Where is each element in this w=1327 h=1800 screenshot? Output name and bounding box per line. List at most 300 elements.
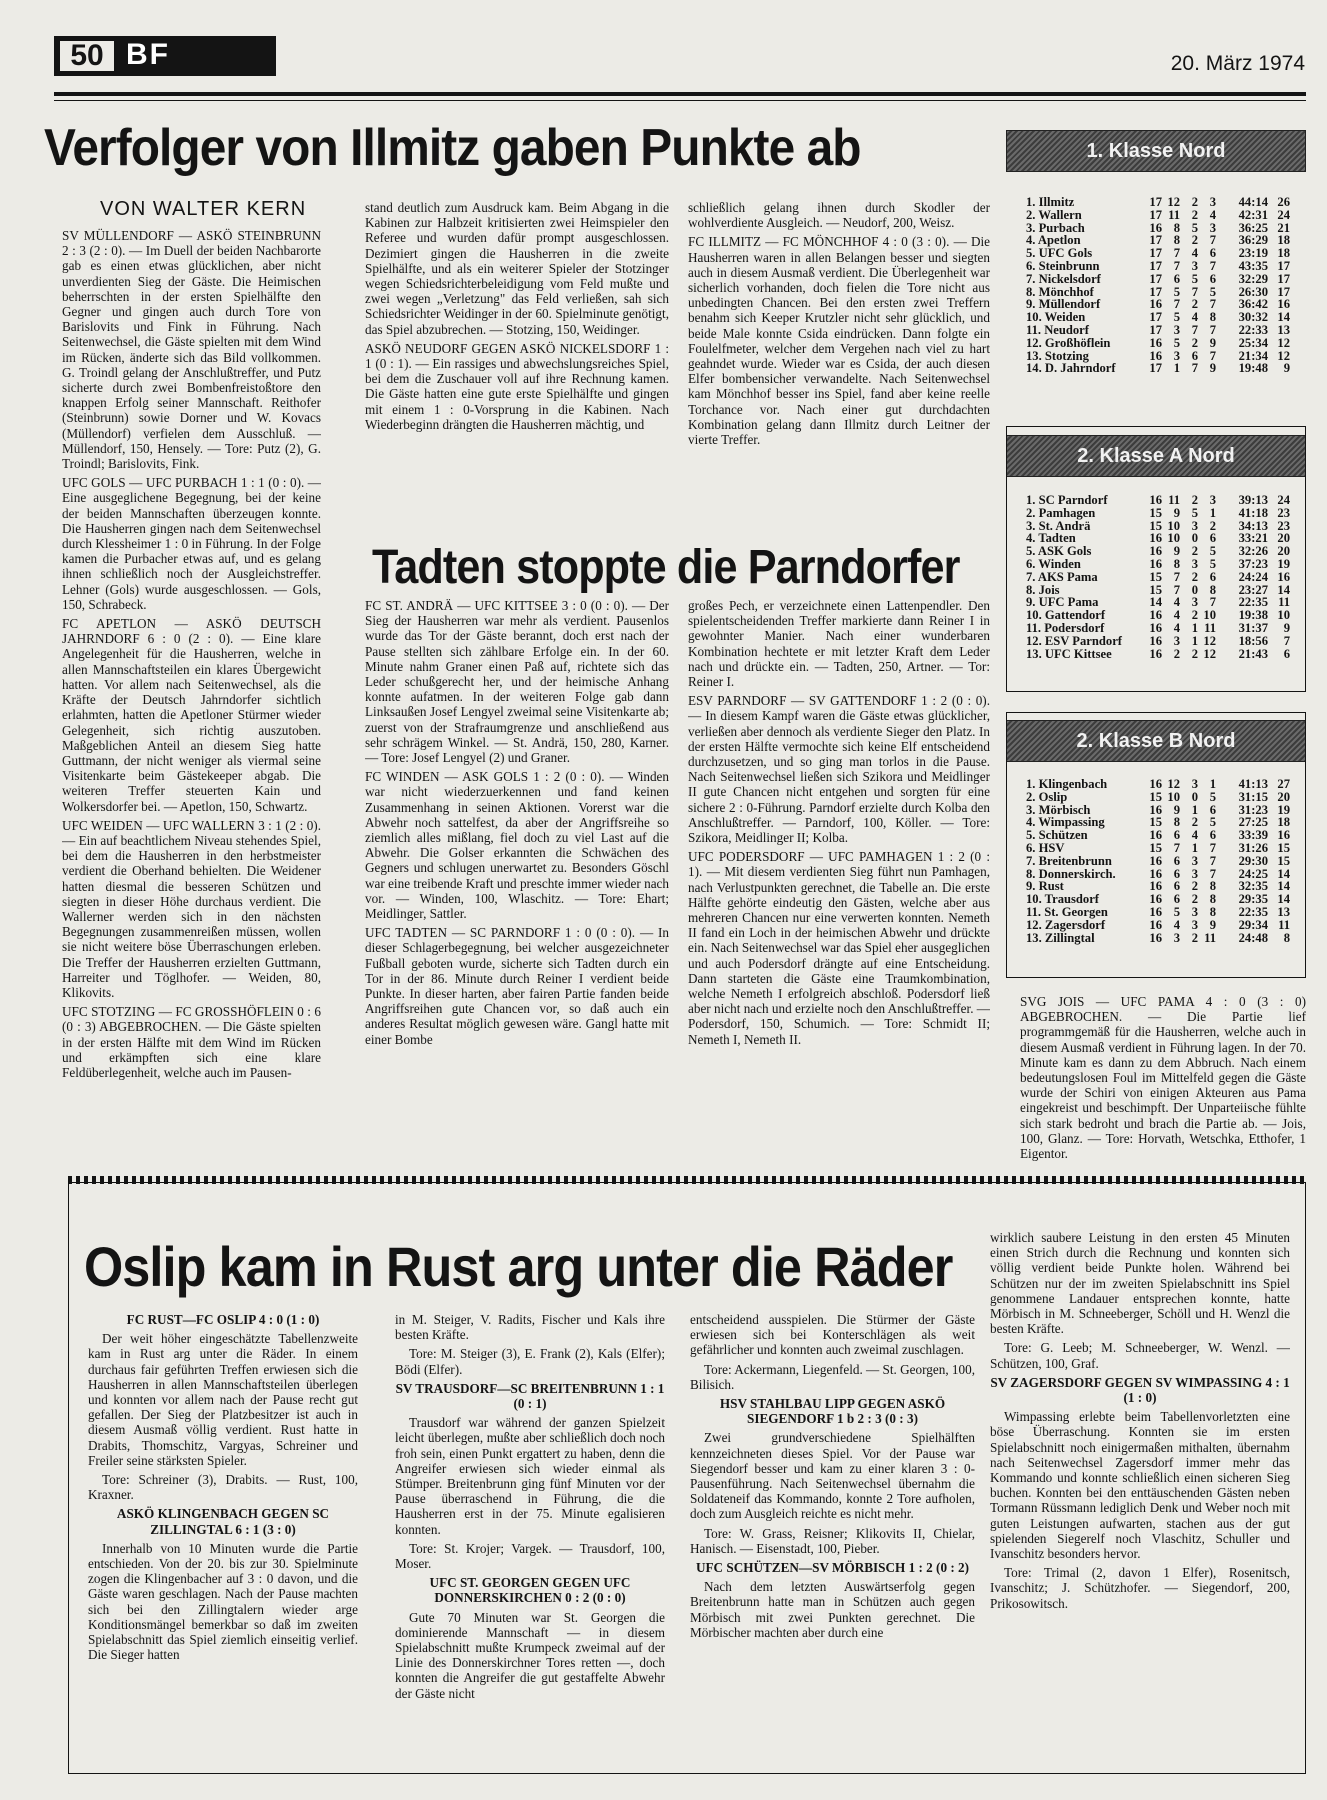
match-zagersdorf-title: SV ZAGERSDORF GEGEN SV WIMPASSING 4 : 1 (1 : 0) [990, 1374, 1290, 1406]
table2-header: 2. Klasse A Nord [1006, 435, 1306, 477]
losses: 5 [1209, 789, 1216, 804]
losses: 1 [1209, 505, 1216, 520]
points: 16 [1277, 828, 1290, 843]
games: 16 [1149, 556, 1162, 571]
draws: 0 [1191, 531, 1198, 546]
points: 12 [1277, 335, 1290, 350]
games: 14 [1149, 595, 1162, 610]
games: 15 [1149, 789, 1162, 804]
table-row [1026, 260, 1290, 273]
goals: 24:25 [1238, 866, 1268, 881]
team-name: 3. Mörbisch [1026, 802, 1091, 817]
team-name: 10. Weiden [1026, 310, 1086, 325]
table-1-klasse-nord [1026, 196, 1290, 375]
goals: 19:38 [1238, 608, 1268, 623]
points: 17 [1277, 284, 1290, 299]
wins: 4 [1173, 917, 1180, 932]
team-name: 5. ASK Gols [1026, 544, 1092, 559]
games: 16 [1149, 828, 1162, 843]
points: 19 [1277, 802, 1290, 817]
goals: 23:19 [1238, 246, 1268, 261]
table3-frame [1006, 712, 1306, 978]
team-name: 5. Schützen [1026, 828, 1088, 843]
games: 17 [1149, 207, 1162, 222]
goals: 21:34 [1238, 348, 1268, 363]
report-klingenbach-cont: in M. Steiger, V. Radits, Fischer und Kals ihre besten Kräfte. [395, 1312, 665, 1343]
article1-headline: Verfolger von Illmitz gaben Punkte ab [44, 119, 861, 177]
report-gols-purbach: UFC GOLS — UFC PURBACH 1 : 1 (0 : 0). — Eine ausgeglichene Begegnung, bei der keine der beiden Mannschaften überzeugen konnte. Die Hausherren gingen nach dem Seitenwechsel durch Klessheimer 1 : 0 in Führung. In der Folge kamen die Purbacher etwas auf, und es gelang ihnen schließlich noch der Ausgleichstreffer. Lehner (Gols) wurde ausgeschlossen. — Gols, 150, Schrabeck. [62, 475, 321, 612]
draws: 3 [1191, 595, 1198, 610]
points: 18 [1277, 815, 1290, 830]
report-tadten: UFC TADTEN — SC PARNDORF 1 : 0 (0 : 0). — In dieser Schlagerbegegnung, bei welcher ausgezeichneter Fußball geboten wurde, sicherte sich Tadten durch ein Tor in der 86. Minute durch Reiner I verdient beide Punkte. In dieser harten, aber fairen Partie fanden beide Angriffsreihen gute Chancen vor, so daß auch ein anderes Resultat möglich gewesen wäre. Gangl hatte mit einer Bombe [365, 925, 669, 1047]
losses: 7 [1209, 348, 1216, 363]
goals: 25:34 [1238, 335, 1268, 350]
points: 20 [1277, 531, 1290, 546]
losses: 12 [1203, 633, 1216, 648]
wins: 12 [1167, 777, 1180, 791]
losses: 3 [1209, 220, 1216, 235]
team-name: 7. Nickelsdorf [1026, 271, 1101, 286]
points: 15 [1277, 853, 1290, 868]
wins: 9 [1173, 544, 1180, 559]
header-rule [54, 92, 1306, 96]
goals: 44:14 [1238, 195, 1268, 209]
wins: 6 [1173, 853, 1180, 868]
goals: 19:48 [1238, 361, 1268, 376]
goals: 41:13 [1238, 777, 1268, 791]
losses: 3 [1209, 195, 1216, 209]
wins: 6 [1173, 866, 1180, 881]
goals: 34:13 [1238, 518, 1268, 533]
draws: 2 [1191, 207, 1198, 222]
goals: 21:43 [1238, 646, 1268, 661]
games: 15 [1149, 518, 1162, 533]
games: 15 [1149, 505, 1162, 520]
team-name: 8. Mönchhof [1026, 284, 1094, 299]
games: 16 [1149, 646, 1162, 661]
points: 24 [1277, 493, 1290, 507]
games: 17 [1149, 258, 1162, 273]
draws: 1 [1191, 620, 1198, 635]
report-jois: SVG JOIS — UFC PAMA 4 : 0 (3 : 0) ABGEBROCHEN. — Die Partie lief programmgemäß für die Hausherren, welche auch in diesem Ausmaß verdient in Führung lagen. In der 70. Minute kam es dann zu dem Abbruch. Nach einem bedeutungslosen Foul im Mittelfeld gegen die Gäste wurde der Schiri von einigen Akteuren aus Pama eingekreist und beschimpft. Der Unparteiische fühlte sich stark bedroht und brach die Partie ab. — Jois, 100, Glanz. — Tore: Horvath, Wetschka, Etthofer, 1 Eigentor. [1020, 994, 1306, 1162]
goals: 32:35 [1238, 879, 1268, 894]
points: 19 [1277, 556, 1290, 571]
losses: 7 [1209, 258, 1216, 273]
goals: 42:31 [1238, 207, 1268, 222]
points: 6 [1283, 646, 1290, 661]
goals: 23:27 [1238, 582, 1268, 597]
points: 15 [1277, 840, 1290, 855]
games: 15 [1149, 840, 1162, 855]
page-number: 50 [58, 39, 116, 73]
draws: 2 [1191, 335, 1198, 350]
header-rule-thin [54, 100, 1306, 101]
wins: 7 [1173, 258, 1180, 273]
points: 12 [1277, 348, 1290, 363]
draws: 2 [1191, 493, 1198, 507]
points: 17 [1277, 271, 1290, 286]
draws: 3 [1191, 518, 1198, 533]
team-name: 2. Wallern [1026, 207, 1082, 222]
goals: 33:39 [1238, 828, 1268, 843]
losses: 11 [1204, 930, 1216, 945]
team-name: 6. Winden [1026, 556, 1081, 571]
wins: 5 [1173, 335, 1180, 350]
games: 15 [1149, 569, 1162, 584]
report-schutzen: Nach dem letzten Auswärtserfolg gegen Breitenbrunn hatte man in Schützen auch gegen Mörbisch mit zwei Punkten gerechnet. Die Mörbischer machten aber durch eine [690, 1579, 975, 1640]
wins: 8 [1173, 233, 1180, 248]
team-name: 14. D. Jahrndorf [1026, 361, 1116, 376]
team-name: 4. Tadten [1026, 531, 1076, 546]
points: 14 [1277, 582, 1290, 597]
draws: 4 [1191, 310, 1198, 325]
losses: 11 [1204, 620, 1216, 635]
article2-headline: Tadten stoppte die Parndorfer [372, 541, 960, 594]
match-hsv-title: HSV STAHLBAU LIPP GEGEN ASKÖ SIEGENDORF 1 b 2 : 3 (0 : 3) [719, 1396, 946, 1427]
games: 16 [1149, 866, 1162, 881]
report-hsv-goals: Tore: W. Grass, Reisner; Klikovits II, Chielar, Hanisch. — Eisenstadt, 100, Pieber. [690, 1525, 975, 1556]
wins: 7 [1173, 582, 1180, 597]
losses: 3 [1209, 493, 1216, 507]
goals: 18:56 [1238, 633, 1268, 648]
match-st-georgen-title: UFC ST. GEORGEN GEGEN UFC DONNERSKIRCHEN 0 : 2 (0 : 0) [429, 1575, 631, 1606]
points: 13 [1277, 904, 1290, 919]
goals: 22:33 [1238, 322, 1268, 337]
goals: 29:34 [1238, 917, 1268, 932]
losses: 12 [1203, 646, 1216, 661]
report-weiden: UFC WEIDEN — UFC WALLERN 3 : 1 (2 : 0). — Ein auf beachtlichem Niveau stehendes Spiel, bei dem die Hausherren in den herbstmeister verdient die Oberhand behielten. Die Weidener hatten diesmal die besseren Schützen und siegten in dieser Höhe durchaus verdient. Die Wallerner werden sich in den nächsten Begegnungen zusammenreißen müssen, wollen sie nicht weitere böse Überraschungen erleben. Die Treffer der Hausherren erzielten Guttmann, Harreiter und Töglhofer. — Weiden, 80, Klikovits. [62, 817, 321, 1000]
report-trausdorf: Trausdorf war während der ganzen Spielzeit leicht überlegen, mußte aber schließlich doch noch froh sein, einen Punkt ergattert zu haben, denn die Angreifer erwiesen sich wieder einmal als Stümper. Breitenbrunn ging fünf Minuten vor der Pause überraschend in Führung, die die Hausherren erst in der 75. Minute egalisieren konnten. [395, 1415, 665, 1537]
draws: 3 [1191, 556, 1198, 571]
article3-column-3 [690, 1312, 975, 1764]
report-st-georgen-goals: Tore: Ackermann, Liegenfeld. — St. Georgen, 100, Bilisich. [690, 1361, 975, 1392]
report-hsv: Zwei grundverschiedene Spielhälften kennzeichneten dieses Spiel. Vor der Pause war Siegendorf besser und kam zu einer klaren 3 : 0-Pausenführung. Nach Seitenwechsel übernahm die Soldateneif das Kommando, konnte 2 Tore aufholen, doch zum Ausgleich reichte es nicht mehr. [690, 1430, 975, 1522]
wins: 6 [1173, 828, 1180, 843]
table-row [1026, 209, 1290, 222]
losses: 2 [1209, 518, 1216, 533]
team-name: 11. Neudorf [1026, 322, 1089, 337]
games: 16 [1149, 904, 1162, 919]
goals: 27:25 [1238, 815, 1268, 830]
games: 15 [1149, 582, 1162, 597]
goals: 24:24 [1238, 569, 1268, 584]
article3-headline: Oslip kam in Rust arg unter die Räder [84, 1235, 953, 1298]
report-st-andra: FC ST. ANDRÄ — UFC KITTSEE 3 : 0 (0 : 0). — Der Sieg der Hausherren war mehr als verdient. Pausenlos wurde das Tor der Gäste berannt, doch erst nach der Pause stellten sich zählbare Erfolge ein. In der 60. Minute nahm Graner einen Paß auf, richtete sich das Leder schußgerecht her, und der heimische Anhang konnte aufatmen. In der weiteren Folge gab dann Linksaußen Josef Lengyel zweimal seine Visitenkarte ab; zuerst von der Strafraumgrenze und anschließend aus sehr schrägem Winkel. — St. Andrä, 150, 280, Karner. — Tore: Josef Lengyel (2) und Graner. [365, 598, 669, 766]
draws: 3 [1191, 777, 1198, 791]
draws: 5 [1191, 220, 1198, 235]
wins: 10 [1167, 531, 1180, 546]
losses: 9 [1209, 917, 1216, 932]
losses: 6 [1209, 271, 1216, 286]
wins: 2 [1173, 646, 1180, 661]
issue-date: 20. März 1974 [1170, 52, 1305, 75]
goals: 33:21 [1238, 531, 1268, 546]
report-esv-parndorf: ESV PARNDORF — SV GATTENDORF 1 : 2 (0 : 0). — In diesem Kampf waren die Gäste etwas glücklicher, verließen aber dennoch als verdiente Sieger den Platz. In der ersten Hälfte vermochte sich keine Elf entscheidend durchzusetzen, und so ging man torlos in die Pause. Nach Seitenwechsel ließen sich Szikora und Meidlinger II gute Chancen nicht entgehen und sorgten für eine sichere 2 : 0-Führung. Parndorf erzielte durch Kolba den Anschlußtreffer. — Parndorf, 100, Köller. — Tore: Szikora, Meidlinger II; Kolba. [688, 693, 990, 846]
wins: 1 [1173, 361, 1180, 376]
article1-column-3 [688, 200, 990, 532]
team-name: 1. SC Parndorf [1026, 493, 1108, 507]
losses: 4 [1209, 207, 1216, 222]
points: 14 [1277, 892, 1290, 907]
goals: 22:35 [1238, 904, 1268, 919]
games: 16 [1149, 892, 1162, 907]
goals: 22:35 [1238, 595, 1268, 610]
losses: 6 [1209, 246, 1216, 261]
games: 17 [1149, 233, 1162, 248]
losses: 8 [1209, 879, 1216, 894]
team-name: 7. AKS Pama [1026, 569, 1098, 584]
games: 16 [1149, 348, 1162, 363]
goals: 43:35 [1238, 258, 1268, 273]
losses: 1 [1209, 777, 1216, 791]
games: 16 [1149, 544, 1162, 559]
goals: 32:29 [1238, 271, 1268, 286]
points: 23 [1277, 505, 1290, 520]
losses: 10 [1203, 608, 1216, 623]
draws: 0 [1191, 789, 1198, 804]
games: 16 [1149, 531, 1162, 546]
team-name: 13. Stotzing [1026, 348, 1089, 363]
points: 16 [1277, 569, 1290, 584]
team-name: 9. Rust [1026, 879, 1064, 894]
article3-column-1 [88, 1312, 358, 1764]
report-mullendorf: SV MÜLLENDORF — ASKÖ STEINBRUNN 2 : 3 (2 : 0). — Im Duell der beiden Nachbarorte gab es einen etwas glücklichen, aber nicht unverdienten Sieg der Gäste. Die Heimischen beherrschten in der ersten Spielhälfte den Gegner und gingen auch durch Tore von Barislovits und Fink in Führung. Nach Seitenwechsel, die Gäste spielten mit dem Wind im Rücken, änderte sich das Bild vollkommen. G. Troindl gelang der Anschlußtreffer, und Putz sicherte durch zwei Bombenfreistoßtore den knappen Erfolg seiner Mannschaft. Reithofer (Steinbrunn) sowie Dorner und W. Kovacs (Müllendorf) verfielen dem Ausschluß. — Müllendorf, 150, Hensely. — Tore: Putz (2), G. Troindl; Barislovits, Fink. [62, 228, 321, 472]
losses: 5 [1209, 544, 1216, 559]
article2-column-3 [1020, 994, 1306, 1166]
match-rust-oslip-title: FC RUST—FC OSLIP 4 : 0 (1 : 0) [126, 1312, 320, 1327]
points: 14 [1277, 310, 1290, 325]
points: 9 [1283, 620, 1290, 635]
wins: 8 [1173, 220, 1180, 235]
team-name: 3. Purbach [1026, 220, 1085, 235]
losses: 7 [1209, 322, 1216, 337]
games: 16 [1149, 802, 1162, 817]
table-row [1026, 196, 1290, 209]
draws: 5 [1191, 271, 1198, 286]
wins: 7 [1173, 246, 1180, 261]
games: 16 [1149, 297, 1162, 312]
draws: 3 [1191, 904, 1198, 919]
report-schutzen-goals: Tore: G. Leeb; M. Schneeberger, W. Wenzl. — Schützen, 100, Graf. [990, 1340, 1290, 1371]
table-row [1026, 324, 1290, 337]
report-neudorf-cont: schließlich gelang ihnen durch Skodler der wohlverdiente Ausgleich. — Neudorf, 200, Weisz. [688, 200, 990, 231]
games: 17 [1149, 310, 1162, 325]
draws: 7 [1191, 361, 1198, 376]
losses: 7 [1209, 866, 1216, 881]
goals: 31:26 [1238, 840, 1268, 855]
goals: 29:35 [1238, 892, 1268, 907]
games: 16 [1149, 608, 1162, 623]
draws: 4 [1191, 246, 1198, 261]
points: 9 [1283, 361, 1290, 376]
points: 14 [1277, 866, 1290, 881]
table2-frame [1006, 426, 1306, 692]
report-st-georgen-cont: entscheidend ausspielen. Die Stürmer der Gäste erwiesen sich bei Konterschlägen als weit gefährlicher und konnten auch zweimal zuschlagen. [690, 1312, 975, 1358]
report-winden: FC WINDEN — ASK GOLS 1 : 2 (0 : 0). — Winden war nicht wiederzuerkennen und fand keinen Zusammenhang in seinen Aktionen. Vorerst war die Abwehr noch sattelfest, da aber der Angriffsreihe so ziemlich alles mißlang, fiel doch zu viel Last auf die Abwehr. Die Golser erkannten die Schwächen des Gegners und schlugen unerwartet zu. Besonders Göschl war eine treibende Kraft und preschte immer wieder nach vor. — Winden, 100, Wlaschitz. — Tore: Ehart; Meidlinger, Sattler. [365, 769, 669, 922]
points: 20 [1277, 544, 1290, 559]
goals: 26:30 [1238, 284, 1268, 299]
wins: 7 [1173, 569, 1180, 584]
points: 8 [1283, 930, 1290, 945]
team-name: 10. Trausdorf [1026, 892, 1100, 907]
losses: 7 [1209, 233, 1216, 248]
draws: 1 [1191, 802, 1198, 817]
report-trausdorf-goals: Tore: St. Krojer; Vargek. — Trausdorf, 100, Moser. [395, 1540, 665, 1572]
table1-header: 1. Klasse Nord [1006, 130, 1306, 172]
points: 17 [1277, 258, 1290, 273]
points: 21 [1277, 220, 1290, 235]
goals: 30:32 [1238, 310, 1268, 325]
team-name: 13. UFC Kittsee [1026, 646, 1112, 661]
draws: 4 [1191, 828, 1198, 843]
report-klingenbach: Innerhalb von 10 Minuten wurde die Partie entschieden. Von der 20. bis zur 30. Spielminute zogen die Klingenbacher auf 3 : 0 davon, und die Gäste waren geschlagen. Nach der Pause machten sich bei den Zillingtalern wieder arge Konditionsmängel bemerkbar so daß im zweiten Spielabschnitt das Spiel ziemlich einseitig verlief. Die Sieger hatten [88, 1540, 358, 1663]
team-name: 8. Donnerskirch. [1026, 866, 1116, 881]
article3-column-2 [395, 1312, 665, 1764]
goals: 31:23 [1238, 802, 1268, 817]
games: 16 [1149, 220, 1162, 235]
goals: 39:13 [1238, 493, 1268, 507]
team-name: 1. Klingenbach [1026, 777, 1108, 791]
wins: 5 [1173, 310, 1180, 325]
draws: 2 [1191, 233, 1198, 248]
draws: 3 [1191, 853, 1198, 868]
draws: 3 [1191, 866, 1198, 881]
losses: 7 [1209, 595, 1216, 610]
report-apetlon: FC APETLON — ASKÖ DEUTSCH JAHRNDORF 6 : 0 (2 : 0). — Eine klare Angelegenheit für die Hausherren, welche in allen Mannschaftsteilen ein klares Übergewicht hatten. Vor allem nach Seitenwechsel, als die Kräfte der Deutsch Jahrndorfer sichtlich erlahmten, hatten die Apetloner Stürmer wieder Gelegenheit, sich richtig auszutoben. Maßgeblichen Anteil an diesem Sieg hatte Guttmann, der nicht weniger als viermal seine Visitenkarte beim Gästekeeper abgab. Die weiteren Treffer steuerten Kain und Wolkersdorfer bei. — Apetlon, 150, Schwartz. [62, 616, 321, 814]
team-name: 12. Zagersdorf [1026, 917, 1106, 932]
goals: 36:29 [1238, 233, 1268, 248]
goals: 29:30 [1238, 853, 1268, 868]
wins: 4 [1173, 608, 1180, 623]
table3-header: 2. Klasse B Nord [1006, 720, 1306, 762]
wins: 8 [1173, 556, 1180, 571]
wins: 8 [1173, 815, 1180, 830]
report-zagersdorf: Wimpassing erlebte beim Tabellenvorletzten eine böse Überraschung. Konnten sie im ersten Spielabschnitt noch einigermaßen mithalten, übernahm nach Seitenwechsel Zagersdorf immer mehr das Kommando und konnte schließlich einen sicheren Sieg buchen. Konnten bei den enttäuschenden Gästen neben Tormann Rüssmann lediglich Denk und Weber noch mit guten Leistungen aufwarten, stachen aus der gut spielenden Siegerelf noch Vlaschitz, Schuller und Ivanschitz besonders hervor. [990, 1409, 1290, 1562]
draws: 2 [1191, 930, 1198, 945]
losses: 6 [1209, 569, 1216, 584]
goals: 36:25 [1238, 220, 1268, 235]
points: 16 [1277, 297, 1290, 312]
goals: 37:23 [1238, 556, 1268, 571]
points: 11 [1278, 917, 1290, 932]
article2-column-1 [365, 598, 669, 1166]
team-name: 7. Breitenbrunn [1026, 853, 1112, 868]
article2-column-2 [688, 598, 990, 1166]
losses: 8 [1209, 892, 1216, 907]
wins: 12 [1167, 195, 1180, 209]
games: 16 [1149, 335, 1162, 350]
losses: 8 [1209, 310, 1216, 325]
goals: 31:37 [1238, 620, 1268, 635]
draws: 3 [1191, 258, 1198, 273]
games: 16 [1149, 853, 1162, 868]
team-name: 6. Steinbrunn [1026, 258, 1100, 273]
games: 16 [1149, 930, 1162, 945]
points: 20 [1277, 789, 1290, 804]
team-name: 8. Jois [1026, 582, 1060, 597]
goals: 24:48 [1238, 930, 1268, 945]
draws: 3 [1191, 917, 1198, 932]
goals: 36:42 [1238, 297, 1268, 312]
team-name: 4. Apetlon [1026, 233, 1081, 248]
losses: 7 [1209, 853, 1216, 868]
points: 13 [1277, 322, 1290, 337]
games: 16 [1149, 777, 1162, 791]
draws: 7 [1191, 284, 1198, 299]
report-neudorf: ASKÖ NEUDORF GEGEN ASKÖ NICKELSDORF 1 : 1 (0 : 1). — Ein rassiges und abwechslungsreiches Spiel, bei dem die Zuschauer voll auf ihre Rechnung kamen. Die Gäste hatten eine gute erste Spielhälfte und gingen mit einem 1 : 0-Vorsprung in die Kabinen. Nach Wiederbeginn drängten die Hausherren mächtig, und [365, 340, 669, 432]
games: 16 [1149, 493, 1162, 507]
draws: 1 [1191, 840, 1198, 855]
games: 17 [1149, 195, 1162, 209]
report-tadten-cont: großes Pech, er verzeichnete einen Lattenpendler. Den spielentscheidenden Treffer markierte dann Reiner I in gewohnter Manier. Nach einer wunderbaren Kombination hechtete er mit letzter Kraft dem Leder nach und drückte ein. — Tadten, 250, Artner. — Tor: Reiner I. [688, 598, 990, 690]
team-name: 2. Oslip [1026, 789, 1068, 804]
draws: 2 [1191, 544, 1198, 559]
points: 14 [1277, 879, 1290, 894]
wins: 5 [1173, 904, 1180, 919]
match-klingenbach-title: ASKÖ KLINGENBACH GEGEN SC ZILLINGTAL 6 : 1 (3 : 0) [116, 1506, 330, 1537]
draws: 2 [1191, 195, 1198, 209]
team-name: 11. St. Georgen [1026, 904, 1108, 919]
draws: 2 [1191, 608, 1198, 623]
team-name: 3. St. Andrä [1026, 518, 1091, 533]
team-name: 9. Müllendorf [1026, 297, 1101, 312]
points: 24 [1277, 207, 1290, 222]
wins: 9 [1173, 802, 1180, 817]
draws: 2 [1191, 892, 1198, 907]
games: 16 [1149, 879, 1162, 894]
report-zagersdorf-goals: Tore: Trimal (2, davon 1 Elfer), Rosenitsch, Ivanschitz; J. Schützhofer. — Siegendorf, 200, Prikosowitsch. [990, 1565, 1290, 1611]
wins: 4 [1173, 595, 1180, 610]
games: 17 [1149, 271, 1162, 286]
draws: 2 [1191, 815, 1198, 830]
games: 15 [1149, 815, 1162, 830]
wins: 11 [1168, 207, 1180, 222]
wins: 6 [1173, 271, 1180, 286]
report-podersdorf: UFC PODERSDORF — UFC PAMHAGEN 1 : 2 (0 : 1). — Mit diesem verdienten Sieg führt nun Pamhagen, nach Verlustpunkten gerechnet, die Tabelle an. Die erste Hälfte gehörte eindeutig den Gästen, welche aber aus mehreren Chancen nur eine verwerten konnten. Nemeth II fand ein Loch in der heimischen Abwehr und drückte ein. Nach Seitenwechsel war das Spiel eher ausgeglichen und auch Podersdorf drängte auf eine Entscheidung. Dann starteten die Gäste eine Traumkombination, welche Nemeth I erfolgreich abschloß. Podersdorf ließ aber nicht nach und erzielte noch den Anschlußtreffer. — Podersdorf, 150, Schumich. — Tore: Schmidt II; Nemeth I, Nemeth II. [688, 849, 990, 1047]
losses: 7 [1209, 840, 1216, 855]
wins: 5 [1173, 284, 1180, 299]
wins: 9 [1173, 505, 1180, 520]
losses: 5 [1209, 815, 1216, 830]
losses: 5 [1209, 556, 1216, 571]
points: 27 [1277, 777, 1290, 791]
report-stotzing: UFC STOTZING — FC GROSSHÖFLEIN 0 : 6 (0 : 3) ABGEBROCHEN. — Die Gäste spielten in der ersten Hälfte mit dem Wind im Rücken und erkämpften sich eine klare Feldüberlegenheit, welche auch im Pausen- [62, 1004, 321, 1080]
wins: 7 [1173, 297, 1180, 312]
losses: 6 [1209, 531, 1216, 546]
wins: 6 [1173, 892, 1180, 907]
draws: 2 [1191, 879, 1198, 894]
report-stotzing-cont: stand deutlich zum Ausdruck kam. Beim Abgang in die Kabinen zur Halbzeit kritisierten zwei Heimspieler den Referee und wurden dafür prompt ausgeschlossen. Dezimiert gingen die Hausherren in die zweite Spielhälfte, und als ein weiterer Spieler der Stotzinger wegen Schiedsrichterbeleidigung vom Feld mußte und zwei wegen „Verletzung" das Feld verließen, sah sich Schiedsrichter Weidinger in der 60. Spielminute genötigt, das Spiel abzubrechen. — Stotzing, 150, Weidinger. [365, 200, 669, 337]
team-name: 13. Zillingtal [1026, 930, 1095, 945]
points: 18 [1277, 246, 1290, 261]
draws: 1 [1191, 633, 1198, 648]
losses: 6 [1209, 828, 1216, 843]
losses: 9 [1209, 335, 1216, 350]
draws: 2 [1191, 569, 1198, 584]
games: 17 [1149, 284, 1162, 299]
draws: 6 [1191, 348, 1198, 363]
wins: 10 [1167, 789, 1180, 804]
team-name: 11. Podersdorf [1026, 620, 1105, 635]
table-row [1026, 362, 1290, 375]
draws: 0 [1191, 582, 1198, 597]
match-schutzen-title: UFC SCHÜTZEN—SV MÖRBISCH 1 : 2 (0 : 2) [695, 1560, 970, 1576]
team-name: 12. Großhöflein [1026, 335, 1111, 350]
draws: 5 [1191, 505, 1198, 520]
goals: 32:26 [1238, 544, 1268, 559]
draws: 2 [1191, 297, 1198, 312]
points: 11 [1278, 595, 1290, 610]
